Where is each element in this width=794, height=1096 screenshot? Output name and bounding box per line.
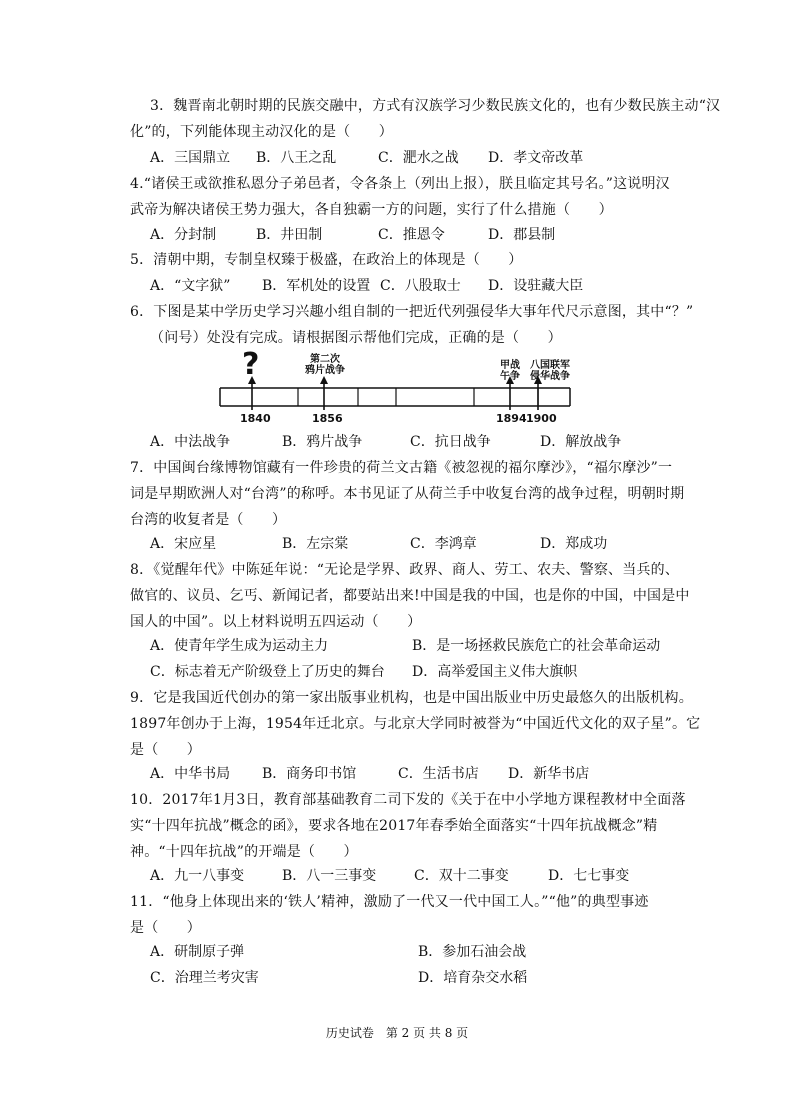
year-1840: 1840 xyxy=(240,412,271,425)
q3-option-b: B．八王之乱 xyxy=(256,150,337,166)
q6-option-b: B．鸦片战争 xyxy=(282,434,363,450)
q7-option-a: A．宋应星 xyxy=(150,536,217,552)
q3-stem-line2: 化”的，下列能体现主动汉化的是（ ） xyxy=(130,124,393,140)
q11-option-d: D．培育杂交水稻 xyxy=(418,970,528,986)
event-label-sino-japanese-war xyxy=(494,360,526,382)
event2-line2: 午争 xyxy=(500,371,520,382)
q3-option-a: A．三国鼎立 xyxy=(150,150,231,166)
q10-option-b: B．八一三事变 xyxy=(282,868,377,884)
q10-stem-line3: 神。“十四年抗战”的开端是（ ） xyxy=(130,844,358,860)
q4-option-a: A．分封制 xyxy=(150,227,217,243)
q7-option-c: C．李鸿章 xyxy=(410,536,477,552)
q4-stem-line2: 武帝为解决诸侯王势力强大，各自独霸一方的问题，实行了什么措施（ ） xyxy=(130,202,613,218)
q5-option-d: D．设驻藏大臣 xyxy=(488,278,584,294)
q5-option-c: C．八股取士 xyxy=(380,278,461,294)
page-footer: 历史试卷 第 2 页 共 8 页 xyxy=(325,1026,469,1040)
q9-stem-line2: 1897年创办于上海，1954年迁北京。与北京大学同时被誉为“中国近代文化的双子星”。它 xyxy=(130,716,701,732)
q7-option-d: D．郑成功 xyxy=(540,536,608,552)
q3-stem-line1: 3．魏晋南北朝时期的民族交融中，方式有汉族学习少数民族文化的，也有少数民族主动“汉 xyxy=(150,98,721,114)
q3-option-c: C．淝水之战 xyxy=(378,150,459,166)
q4-option-c: C．推恩令 xyxy=(378,227,445,243)
arrow-1856 xyxy=(320,376,328,410)
q6-option-a: A．中法战争 xyxy=(150,434,231,450)
q5-option-a: A．“文字狱” xyxy=(150,278,231,294)
q6-stem-line2: （问号）处没有完成。请根据图示帮他们完成，正确的是（ ） xyxy=(150,330,562,346)
q8-option-b: B．是一场拯救民族危亡的社会革命运动 xyxy=(412,638,661,654)
q10-option-c: C．双十二事变 xyxy=(414,868,509,884)
event-label-second-opium-war xyxy=(302,354,348,376)
q9-option-a: A．中华书局 xyxy=(150,766,231,782)
q8-option-a: A．使青年学生成为运动主力 xyxy=(150,638,329,654)
year-1900: 1900 xyxy=(526,412,557,425)
q9-stem-line1: 9．它是我国近代创办的第一家出版事业机构，也是中国出版业中历史最悠久的出版机构。 xyxy=(130,690,693,706)
event1-line1: 第二次 xyxy=(310,354,340,365)
event-label-eight-nation-alliance xyxy=(524,360,576,382)
year-1856: 1856 xyxy=(312,412,343,425)
q6-option-c: C．抗日战争 xyxy=(410,434,491,450)
q4-option-d: D．郡县制 xyxy=(488,227,556,243)
q8-stem-line2: 做官的、议员、乞丐、新闻记者，都要站出来!中国是我的中国，也是你的中国，中国是中 xyxy=(130,588,690,604)
q4-option-b: B．井田制 xyxy=(256,227,323,243)
q11-option-b: B．参加石油会战 xyxy=(418,944,527,960)
q11-option-a: A．研制原子弹 xyxy=(150,944,245,960)
q7-stem-line3: 台湾的收复者是（ ） xyxy=(130,512,287,528)
year-1894: 1894 xyxy=(496,412,527,425)
q5-option-b: B．军机处的设置 xyxy=(262,278,371,294)
q7-stem-line2: 词是早期欧洲人对“台湾”的称呼。本书见证了从荷兰手中收复台湾的战争过程，明朝时期 xyxy=(130,486,685,502)
q9-stem-line3: 是（ ） xyxy=(130,742,201,758)
q8-option-c: C．标志着无产阶级登上了历史的舞台 xyxy=(150,664,385,680)
q10-stem-line2: 实“十四年抗战”概念的函》，要求各地在2017年春季始全面落实“十四年抗战概念”精 xyxy=(130,818,658,834)
q9-option-d: D．新华书店 xyxy=(508,766,590,782)
timeline-figure xyxy=(218,347,578,432)
q7-stem-line1: 7．中国闽台缘博物馆藏有一件珍贵的荷兰文古籍《被忽视的福尔摩沙》，“福尔摩沙”一 xyxy=(130,460,673,476)
event1-line2: 鸦片战争 xyxy=(305,365,345,376)
q8-stem-line1: 8．《觉醒年代》中陈延年说：“无论是学界、政界、商人、劳工、农夫、警察、当兵的、 xyxy=(130,562,680,578)
q5-stem-line1: 5．清朝中期，专制皇权臻于极盛，在政治上的体现是（ ） xyxy=(130,252,523,268)
q11-stem-line2: 是（ ） xyxy=(130,920,201,936)
q11-option-c: C．治理兰考灾害 xyxy=(150,970,259,986)
event3-line2: 侵华战争 xyxy=(530,371,570,382)
q3-option-d: D．孝文帝改革 xyxy=(488,150,584,166)
q7-option-b: B．左宗棠 xyxy=(282,536,349,552)
q6-stem-line1: 6．下图是某中学历史学习兴趣小组自制的一把近代列强侵华大事年代尺示意图，其中“？” xyxy=(130,304,694,320)
q8-option-d: D．高举爱国主义伟大旗帜 xyxy=(412,664,578,680)
q4-stem-line1: 4.“诸侯王或欲推私恩分子弟邑者，令各条上（列出上报），朕且临定其号名。”这说明汉 xyxy=(130,176,670,192)
event2-line1: 甲战 xyxy=(500,360,520,371)
q6-option-d: D．解放战争 xyxy=(540,434,622,450)
question-mark-label: ? xyxy=(242,347,260,382)
q8-stem-line3: 国人的中国”。以上材料说明五四运动（ ） xyxy=(130,614,422,630)
event3-line1: 八国联军 xyxy=(530,360,570,371)
q11-stem-line1: 11．“他身上体现出来的‘铁人’精神，激励了一代又一代中国工人。”“他”的典型事迹 xyxy=(130,894,649,910)
q10-option-d: D．七七事变 xyxy=(548,868,630,884)
q10-option-a: A．九一八事变 xyxy=(150,868,245,884)
q9-option-b: B．商务印书馆 xyxy=(262,766,357,782)
q9-option-c: C．生活书店 xyxy=(398,766,479,782)
q10-stem-line1: 10．2017年1月3日，教育部基础教育二司下发的《关于在中小学地方课程教材中全面落 xyxy=(130,792,686,808)
